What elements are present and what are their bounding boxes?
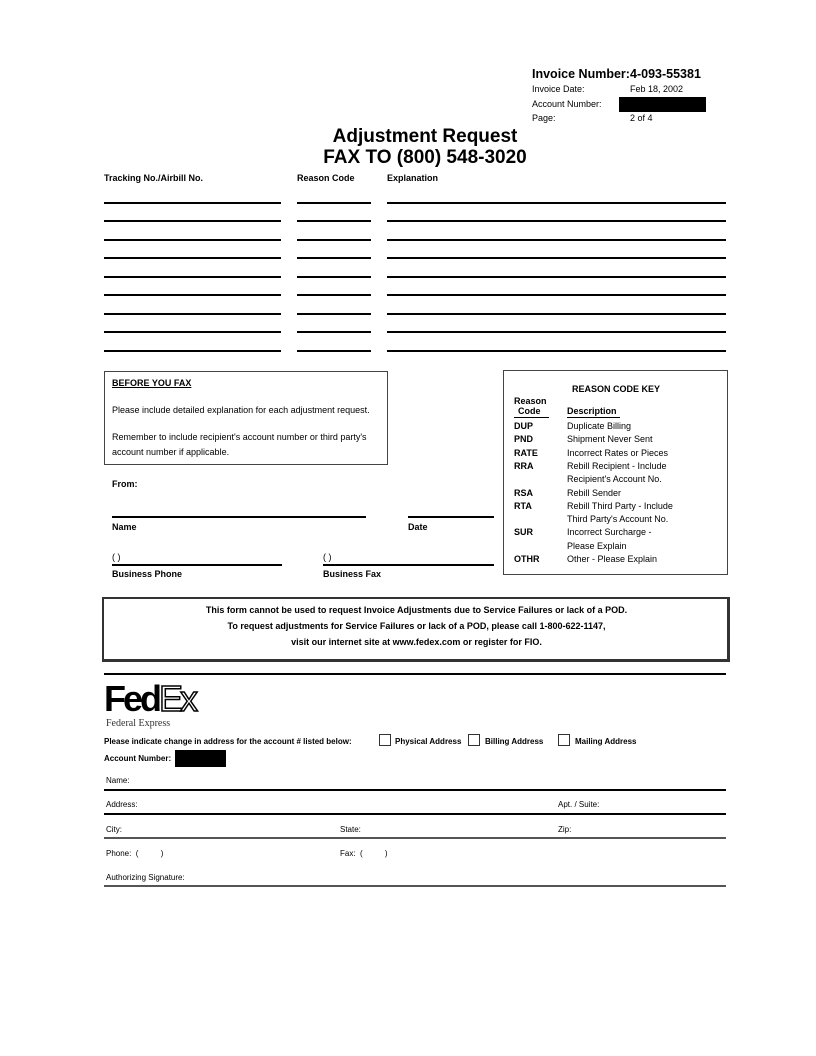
reason-header: Reason [514,396,547,406]
business-phone-label: Business Phone [112,569,183,579]
reason-code-header: Reason Code [297,173,355,183]
tracking-number-line[interactable] [104,202,281,204]
tracking-number-line[interactable] [104,257,281,259]
description-header: Description [567,406,617,416]
fax-number-title: FAX TO (800) 548-3020 [323,147,527,168]
mailing-address-checkbox[interactable] [558,734,570,746]
explanation-line[interactable] [387,350,726,352]
reason-code: RSA [514,487,534,498]
address-change-prompt: Please indicate change in address for the account # listed below: [104,737,352,746]
reason-description: Rebill Third Party - Include [567,500,673,511]
state-field-label: State: [340,825,361,834]
before-fax-text: Remember to include recipient's account number or third party's [112,432,367,442]
name-line[interactable] [112,516,366,518]
city-field-label: City: [106,825,122,834]
logo-ex: Ex [159,678,196,719]
apt-field-label: Apt. / Suite: [558,800,600,809]
explanation-line[interactable] [387,257,726,259]
reason-code-line[interactable] [297,350,371,352]
phone-parens: ( ) [112,552,121,562]
page-title: Adjustment Request [332,126,518,147]
reason-description: Rebill Sender [567,487,622,498]
date-label: Date [408,522,428,532]
reason-code: SUR [514,527,534,538]
divider [104,673,726,675]
reason-code-line[interactable] [297,331,371,333]
reason-code-key-title: REASON CODE KEY [572,384,661,394]
reason-code-line[interactable] [297,294,371,296]
zip-field-label: Zip: [558,825,572,834]
name-field-label: Name: [106,776,130,785]
invoice-date: Feb 18, 2002 [630,84,684,94]
reason-code-line[interactable] [297,257,371,259]
mailing-address-label: Mailing Address [575,737,637,746]
redacted-account-number-2 [175,750,226,767]
tracking-number-line[interactable] [104,331,281,333]
page-label: Page: [532,113,556,123]
reason-code: RRA [514,460,534,471]
explanation-line[interactable] [387,202,726,204]
tracking-number-line[interactable] [104,350,281,352]
reason-description: Other - Please Explain [567,554,658,564]
city-field-line[interactable] [104,837,726,839]
reason-code: DUP [514,421,534,431]
explanation-line[interactable] [387,294,726,296]
tracking-number-line[interactable] [104,313,281,315]
address-field-label: Address: [106,800,138,809]
tracking-number-line[interactable] [104,276,281,278]
before-fax-text: account number if applicable. [112,447,230,457]
explanation-header: Explanation [387,173,439,183]
business-phone-line[interactable] [112,564,282,566]
reason-code: PND [514,434,534,445]
reason-description: Third Party's Account No. [567,514,669,525]
reason-code-line[interactable] [297,276,371,278]
explanation-line[interactable] [387,276,726,278]
reason-code-line[interactable] [297,202,371,204]
reason-code-line[interactable] [297,313,371,315]
name-label: Name [112,522,137,532]
signature-field-label: Authorizing Signature: [106,873,185,882]
name-field-line[interactable] [104,789,726,791]
billing-address-checkbox[interactable] [468,734,480,746]
logo-subtitle: Federal Express [106,718,171,729]
reason-description: Recipient's Account No. [567,474,662,485]
reason-description: Rebill Recipient - Include [567,460,667,471]
explanation-line[interactable] [387,220,726,222]
logo-fed: Fed [104,678,160,719]
invoice-number: 4-093-55381 [630,67,701,81]
page-number: 2 of 4 [630,113,653,123]
reason-code: RTA [514,500,532,511]
notice-text: visit our internet site at www.fedex.com or register for FIO. [291,637,542,647]
account-number-label-2: Account Number: [104,754,172,763]
address-field-line[interactable] [104,813,726,815]
header-underline [514,417,549,418]
fedex-logo [104,679,195,719]
notice-text: This form cannot be used to request Invoice Adjustments due to Service Failures or lack of a POD. [205,605,628,615]
reason-description: Duplicate Billing [567,421,632,431]
physical-address-checkbox[interactable] [379,734,391,746]
explanation-line[interactable] [387,313,726,315]
reason-description: Incorrect Rates or Pieces [567,447,669,458]
redacted-account-number [619,97,706,112]
code-header: Code [518,406,541,416]
invoice-number-label: Invoice Number: [532,67,630,81]
before-you-fax-heading: BEFORE YOU FAX [112,378,192,388]
reason-description: Shipment Never Sent [567,434,653,445]
notice-text: To request adjustments for Service Failures or lack of a POD, please call 1-800-622-1147, [227,621,606,631]
tracking-header: Tracking No./Airbill No. [104,173,204,183]
account-number-label: Account Number: [532,99,602,109]
reason-code: RATE [514,447,538,458]
date-line[interactable] [408,516,494,518]
reason-code-line[interactable] [297,239,371,241]
reason-code: OTHR [514,554,540,564]
header-underline [567,417,620,418]
invoice-date-label: Invoice Date: [532,84,585,94]
fax-parens: ( ) [323,552,332,562]
reason-description: Incorrect Surcharge - [567,527,652,538]
business-fax-line[interactable] [323,564,494,566]
phone-field-label: Phone: ( ) [106,849,164,858]
reason-description: Please Explain [567,540,627,551]
reason-code-line[interactable] [297,220,371,222]
fax-field-label: Fax: ( ) [340,849,388,858]
physical-address-label: Physical Address [395,737,462,746]
tracking-number-line[interactable] [104,294,281,296]
tracking-number-line[interactable] [104,239,281,241]
billing-address-label: Billing Address [485,737,544,746]
before-fax-text: Please include detailed explanation for each adjustment request. [112,405,370,415]
explanation-line[interactable] [387,239,726,241]
explanation-line[interactable] [387,331,726,333]
signature-field-line[interactable] [104,885,726,887]
tracking-number-line[interactable] [104,220,281,222]
from-label: From: [112,479,138,489]
business-fax-label: Business Fax [323,569,382,579]
